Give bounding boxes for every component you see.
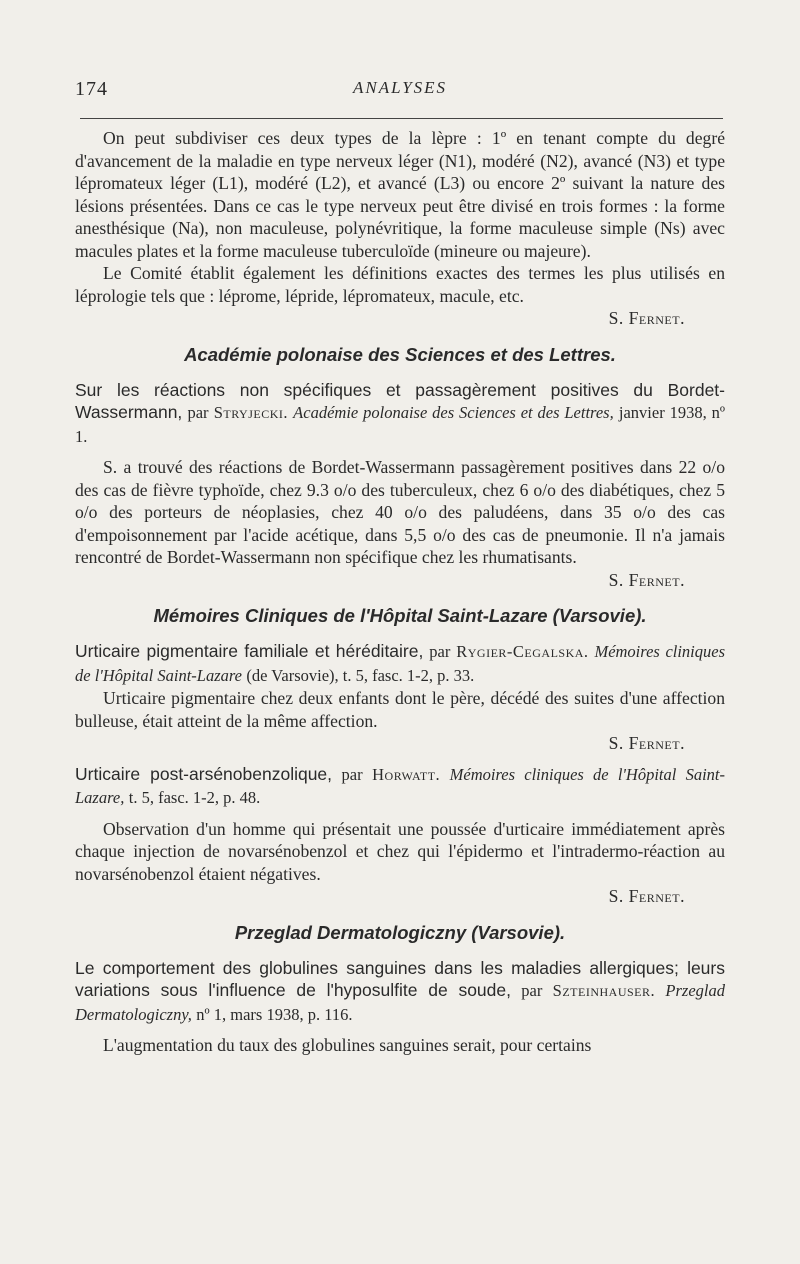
section-title: Académie polonaise des Sciences et des Lettres. [184, 343, 616, 365]
article-details: t. 5, fasc. 1-2, p. 48. [128, 788, 261, 807]
intro-paragraph: On peut subdiviser ces deux types de la lèpre : 1º en tenant compte du degré d'avancement de la maladie en type nerveux léger (N1), modéré (N2), avancé (N3) et type lépromateux léger (L1), modéré (L2), et avancé (L3) ou encore 2º suivant la nature des lésions présentées. Dans ce cas le type nerveux peut être divisé en trois formes : la forme anesthésique (Na), non maculeuse, polynévritique, la forme maculeuse simple (Ns) avec macules plates et la forme maculeuse tuberculoïde (mineure ou majeure). [75, 128, 725, 261]
article-source: Académie polonaise des Sciences et des Lettres, [293, 403, 614, 422]
article-heading: Le comportement des globulines sanguines dans les maladies allergiques; leurs variations sous l'influence de l'hyposulfite de soude, par Szteinhauser. Przeglad Dermatologiczny, nº 1, mars 1938, p. 116. [75, 957, 726, 1024]
article-source: Mémoires cliniques de l'Hôpital Saint-Lazare [75, 642, 726, 685]
article-details: janvier 1938, nº 1. [75, 403, 725, 446]
signature: S. Fernet. [608, 886, 685, 906]
signature: S. Fernet. [608, 308, 685, 328]
article-heading: Sur les réactions non spécifiques et passagèrement positives du Bordet-Wassermann, par Stryjecki. Académie polonaise des Sciences et des Lettres, janvier 1938, nº 1. [75, 379, 725, 446]
article-heading: Urticaire post-arsénobenzolique, par Horwatt. Mémoires cliniques de l'Hôpital Saint-Lazare, t. 5, fasc. 1-2, p. 48. [75, 763, 725, 807]
running-title: ANALYSES [352, 78, 448, 97]
article-title: Urticaire pigmentaire familiale et héréditaire, [75, 641, 424, 661]
article-author: Horwatt. [372, 764, 441, 784]
article-author: Stryjecki. [213, 403, 289, 422]
article-heading: Urticaire pigmentaire familiale et héréditaire, par Rygier-Cegalska. Mémoires cliniques de l'Hôpital Saint-Lazare (de Varsovie), t. 5, fasc. 1-2, p. 33. [75, 641, 726, 685]
article-body: S. a trouvé des réactions de Bordet-Wassermann passagèrement positives dans 22 o/o des cas de fièvre typhoïde, chez 9.3 o/o des tuberculeux, chez 6 o/o des diabétiques, chez 5 o/o des porteurs de néoplasies, chez 40 o/o des paludéens, dans 35 o/o des cas d'empoisonnement par l'acide acétique, dans 5,5 o/o des cas de pneumonie. Il n'a jamais rencontré de Bordet-Wassermann non spécifique chez les rhumatisants. [75, 457, 725, 567]
article-title: Le comportement des globulines sanguines dans les maladies allergiques; leurs variations sous l'influence de l'hyposulfite de soude, [75, 957, 725, 1000]
article-body: Observation d'un homme qui présentait une poussée d'urticaire immédiatement après chaque injection de novarsénobenzol et chez qui l'épidermo et l'intradermo-réaction au novarsénobenzol étaient négatives. [75, 818, 725, 884]
section-title: Mémoires Cliniques de l'Hôpital Saint-Lazare (Varsovie). [153, 605, 647, 626]
page-header [75, 78, 725, 108]
signature: S. Fernet. [608, 569, 685, 590]
page-content [75, 127, 725, 1057]
document-page [75, 78, 726, 1055]
article-author: Szteinhauser. [552, 981, 656, 1000]
header-rule [80, 118, 723, 119]
article-source: Przeglad Dermatologiczny, [75, 981, 726, 1024]
signature: S. Fernet. [608, 733, 685, 753]
page-number: 174 [75, 78, 108, 100]
article-details: (de Varsovie), t. 5, fasc. 1-2, p. 33. [246, 665, 475, 685]
article-source: Mémoires cliniques de l'Hôpital Saint-Lazare, [75, 764, 725, 807]
article-title: Sur les réactions non spécifiques et passagèrement positives du Bordet-Wassermann, [75, 379, 725, 422]
section-title: Przeglad Dermatologiczny (Varsovie). [234, 921, 566, 943]
article-details: nº 1, mars 1938, p. 116. [196, 1004, 353, 1024]
intro-paragraph: Le Comité établit également les définitions exactes des termes les plus utilisés en léprologie tels que : léprome, lépride, lépromateux, macule, etc. [75, 263, 725, 306]
article-title: Urticaire post-arsénobenzolique, [75, 763, 333, 784]
article-body: Urticaire pigmentaire chez deux enfants dont le père, décédé des suites d'une affection bulleuse, était atteint de la même affection. [75, 688, 725, 731]
article-author: Rygier-Cegalska. [456, 642, 589, 661]
article-body: L'augmentation du taux des globulines sanguines serait, pour certains [103, 1035, 592, 1055]
